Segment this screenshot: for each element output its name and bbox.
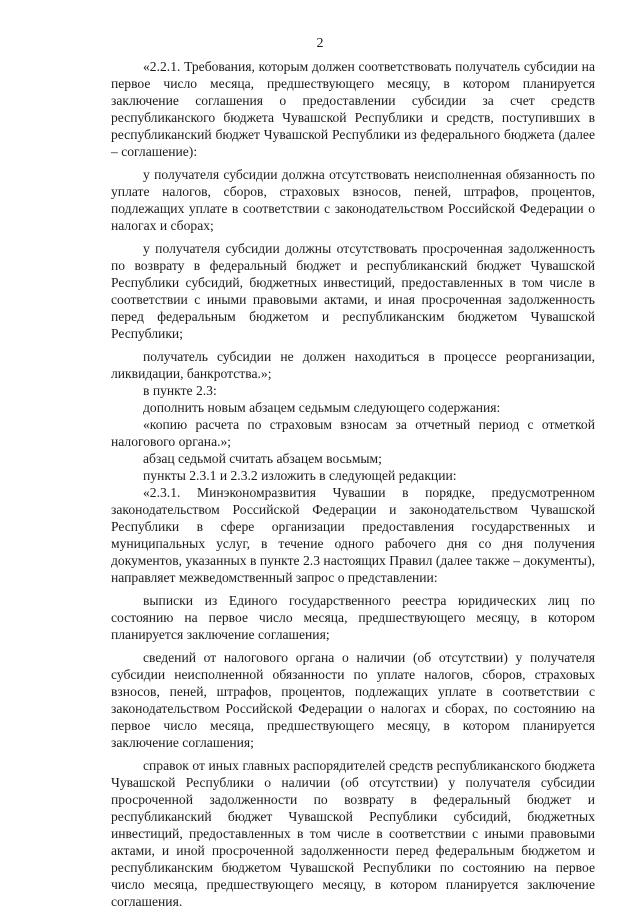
paragraph-add-seventh: дополнить новым абзацем седьмым следующего содержания: bbox=[143, 400, 501, 415]
paragraph-no-overdue-debt: у получателя субсидии должны отсутствовать просроченная задолженность по возврату в федеральный бюджет и республиканский бюджет Чувашской Республики субсидий, бюджетных инвестиций, предоставленных в том числе в соответствии с иными правовыми актами, и иная просроченная задолженность перед федеральным бюджетом и республиканским бюджетом Чувашской Республики; bbox=[111, 241, 595, 341]
paragraph-in-clause-2-3: в пункте 2.3: bbox=[143, 383, 217, 398]
page-number: 2 bbox=[316, 36, 324, 51]
paragraph-tax-authority-info: сведений от налогового органа о наличии (об отсутствии) у получателя субсидии неисполненной обязанности по уплате налогов, сборов, страховых взносов, пеней, штрафов, процентов, подлежащих уплате в соответствии с законодательством Российской Федерации о налогах и сборах, по состоянию на первое число месяца, предшествующего месяцу, в котором планируется заключение соглашения; bbox=[111, 650, 595, 750]
paragraph-copy-of-calculation: «копию расчета по страховым взносам за отчетный период с отметкой налогового органа.»; bbox=[111, 417, 595, 449]
paragraph-registry-extract: выписки из Единого государственного реестра юридических лиц по состоянию на первое число месяца, предшествующего месяцу, в котором планируется заключение соглашения; bbox=[111, 593, 595, 642]
document-body bbox=[111, 58, 595, 910]
paragraph-clauses-2-3-1-2-3-2: пункты 2.3.1 и 2.3.2 изложить в следующей редакции: bbox=[143, 468, 457, 483]
paragraph-no-tax-debt: у получателя субсидии должна отсутствовать неисполненная обязанность по уплате налогов, сборов, страховых взносов, пеней, штрафов, процентов, подлежащих уплате в соответствии с законодательством Российской Федерации о налогах и сборах; bbox=[111, 167, 595, 233]
paragraph-clause-2-3-1: «2.3.1. Минэкономразвития Чувашии в порядке, предусмотренном законодательством Российской Федерации и законодательством Чувашской Республики в сфере организации предоставления государственных и муниципальных услуг, в течение одного рабочего дня со дня получения документов, указанных в пункте 2.3 настоящих Правил (далее также – документы), направляет межведомственный запрос о представлении: bbox=[111, 485, 595, 585]
paragraph-other-distributors-certificates: справок от иных главных распорядителей средств республиканского бюджета Чувашской Республики о наличии (об отсутствии) у получателя субсидии просроченной задолженности по возврату в федеральный бюджет и республиканский бюджет Чувашской Республики субсидий, бюджетных инвестиций, предоставленных в том числе в соответствии с иными правовыми актами, и иной просроченной задолженности перед федеральным бюджетом и республиканским бюджетом Чувашской Республики по состоянию на первое число месяца, предшествующего месяцу, в котором планируется заключение соглашения. bbox=[111, 758, 595, 909]
paragraph-no-reorganization: получатель субсидии не должен находиться в процессе реорганизации, ликвидации, банкротства.»; bbox=[111, 349, 595, 381]
paragraph-requirements-2-2-1: «2.2.1. Требования, которым должен соответствовать получатель субсидии на первое число месяца, предшествующего месяцу, в котором планируется заключение соглашения о предоставлении субсидии за счет средств республиканского бюджета Чувашской Республики и средств, поступивших в республиканский бюджет Чувашской Республики из федерального бюджета (далее – соглашение): bbox=[111, 59, 595, 159]
paragraph-seventh-to-eighth: абзац седьмой считать абзацем восьмым; bbox=[143, 451, 382, 466]
